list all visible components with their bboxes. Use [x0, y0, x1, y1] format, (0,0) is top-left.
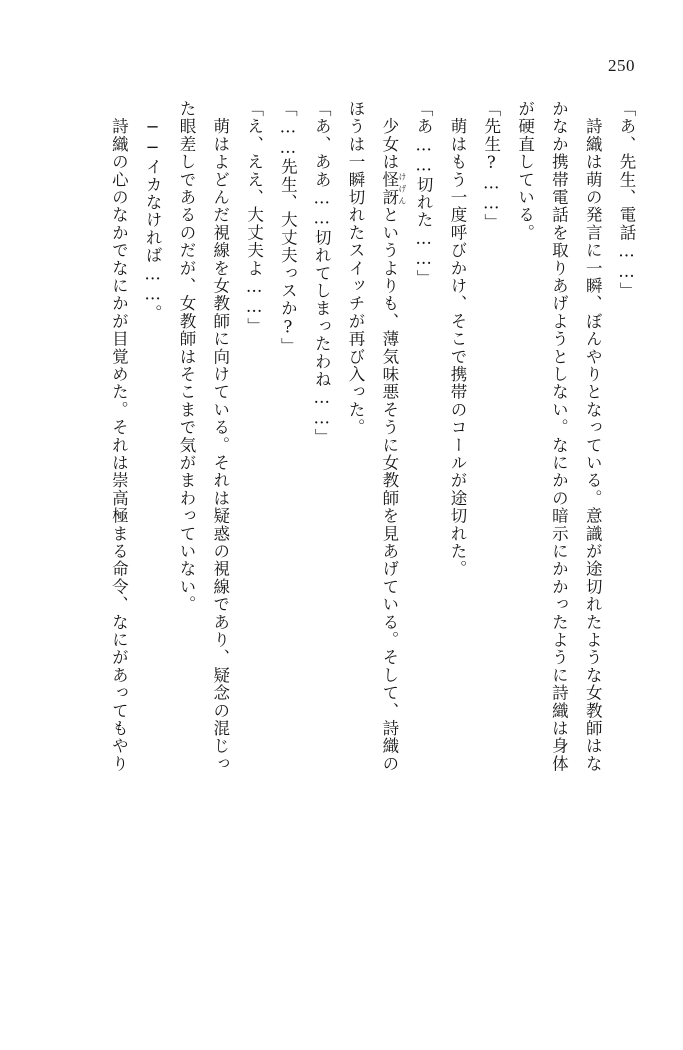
body-line: 「……先生、大丈夫っスか?」	[278, 100, 298, 356]
body-line: 「先生?……」	[481, 100, 501, 232]
body-line: た眼差しであるのだが、女教師はそこまで気がまわっていない。	[176, 100, 196, 614]
body-line: 「え、ええ、大丈夫よ……」	[244, 100, 264, 336]
body-line: 詩織の心のなかでなにかが目覚めた。それは崇高極まる命令、なにがあってもやり	[109, 100, 129, 773]
body-line: ほうは一瞬切れたスイッチが再び入った。	[346, 100, 365, 437]
body-line: 「あ……切れた……」	[414, 100, 434, 287]
page-body-text	[102, 100, 644, 980]
body-line: 少女は怪訝 けげんというよりも、薄気味悪そうに女教師を見あげている。そして、詩織の	[379, 100, 407, 773]
page-number: 250	[608, 56, 635, 75]
body-line: 萌はもう一度呼びかけ、そこで携帯のコールが途切れた。	[447, 100, 467, 578]
body-line: が硬直している。	[515, 100, 535, 242]
body-line: 萌はよどんだ視線を女教師に向けている。それは疑惑の視線であり、疑念の混じっ	[210, 100, 230, 773]
body-line: 「あ、先生、電話……」	[617, 100, 636, 300]
body-line: かなか携帯電話を取りあげようとしない。なにかの暗示にかかったように詩織は身体	[549, 100, 569, 773]
ruby-annotation: 怪訝 けげん	[379, 170, 407, 207]
body-line: ──イカなければ……。	[143, 100, 163, 323]
body-line: 「あ、ああ……切れてしまったわね……」	[312, 100, 332, 447]
body-line: 詩織は萌の発言に一瞬、ぼんやりとなっている。意識が途切れたような女教師はな	[583, 100, 603, 773]
